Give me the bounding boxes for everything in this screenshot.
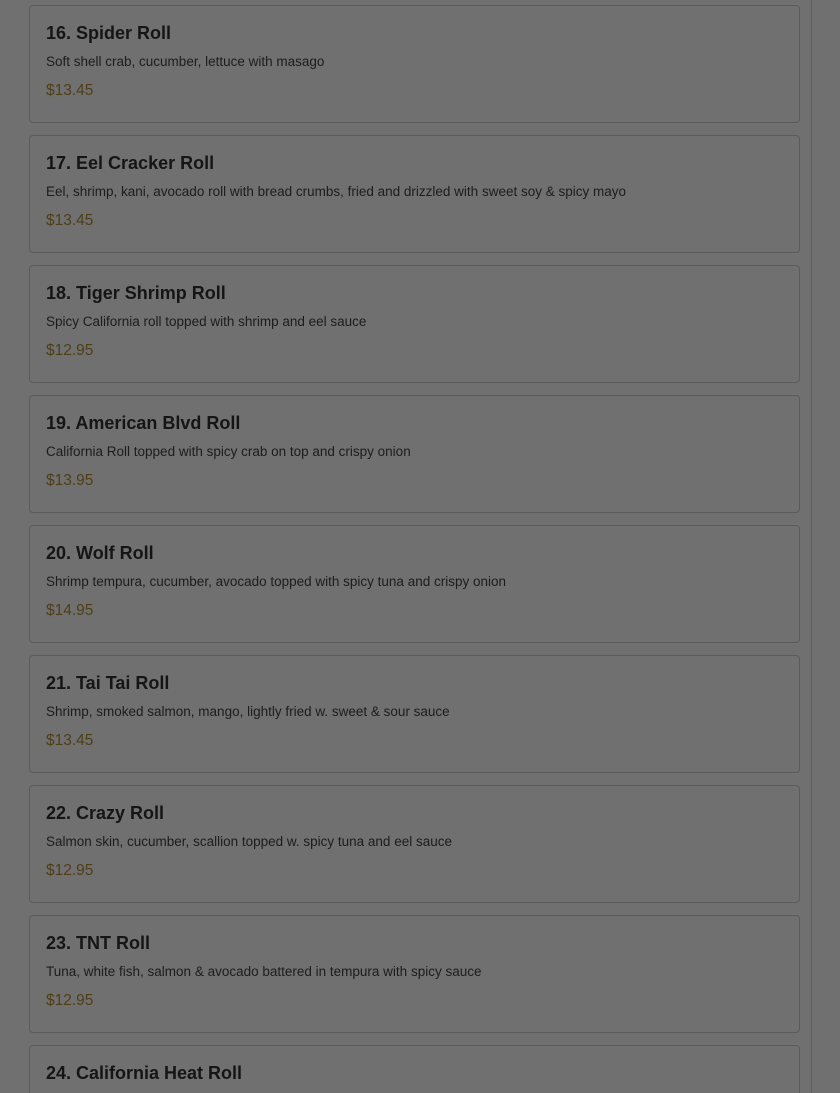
menu-item-price: $13.45: [46, 212, 94, 229]
menu-item-card[interactable]: [29, 265, 800, 383]
menu-item-card[interactable]: [29, 1045, 800, 1093]
menu-item-price: $12.95: [46, 342, 94, 359]
menu-item-name: 20. Wolf Roll: [46, 543, 154, 563]
menu-item-description: Shrimp tempura, cucumber, avocado topped with spicy tuna and crispy onion: [46, 574, 507, 589]
menu-item-card[interactable]: [29, 655, 800, 773]
menu-item-name: 24. California Heat Roll: [46, 1063, 243, 1083]
menu-item-description: Spicy California roll topped with shrimp and eel sauce: [46, 314, 367, 329]
menu-item-description: Soft shell crab, cucumber, lettuce with masago: [46, 54, 325, 69]
menu-item-card[interactable]: [29, 915, 800, 1033]
menu-item-list: [29, 5, 800, 1093]
menu-item-price: $14.95: [46, 602, 94, 619]
menu-item-price: $13.45: [46, 82, 94, 99]
menu-item-name: 23. TNT Roll: [46, 933, 151, 953]
menu-item-name: 16. Spider Roll: [46, 23, 172, 43]
menu-item-description: California Roll topped with spicy crab on top and crispy onion: [46, 444, 411, 459]
menu-item-description: Shrimp, smoked salmon, mango, lightly fried w. sweet & sour sauce: [46, 704, 450, 719]
menu-item-price: $12.95: [46, 992, 94, 1009]
menu-item-name: 21. Tai Tai Roll: [46, 673, 170, 693]
menu-item-card[interactable]: [29, 525, 800, 643]
menu-item-price: $13.45: [46, 732, 94, 749]
menu-item-price: $12.95: [46, 862, 94, 879]
menu-item-card[interactable]: [29, 135, 800, 253]
menu-item-card[interactable]: [29, 5, 800, 123]
menu-item-description: Tuna, white fish, salmon & avocado battered in tempura with spicy sauce: [46, 964, 482, 979]
menu-item-description: Salmon skin, cucumber, scallion topped w. spicy tuna and eel sauce: [46, 834, 452, 849]
menu-item-name: 19. American Blvd Roll: [46, 413, 241, 433]
menu-item-price: $13.95: [46, 472, 94, 489]
menu-item-card[interactable]: [29, 395, 800, 513]
menu-item-name: 18. Tiger Shrimp Roll: [46, 283, 226, 303]
menu-item-name: 17. Eel Cracker Roll: [46, 153, 215, 173]
menu-item-description: Eel, shrimp, kani, avocado roll with bread crumbs, fried and drizzled with sweet soy & spicy mayo: [46, 184, 626, 199]
menu-item-card[interactable]: [29, 785, 800, 903]
menu-item-name: 22. Crazy Roll: [46, 803, 165, 823]
page-edge-divider: [811, 0, 812, 1093]
